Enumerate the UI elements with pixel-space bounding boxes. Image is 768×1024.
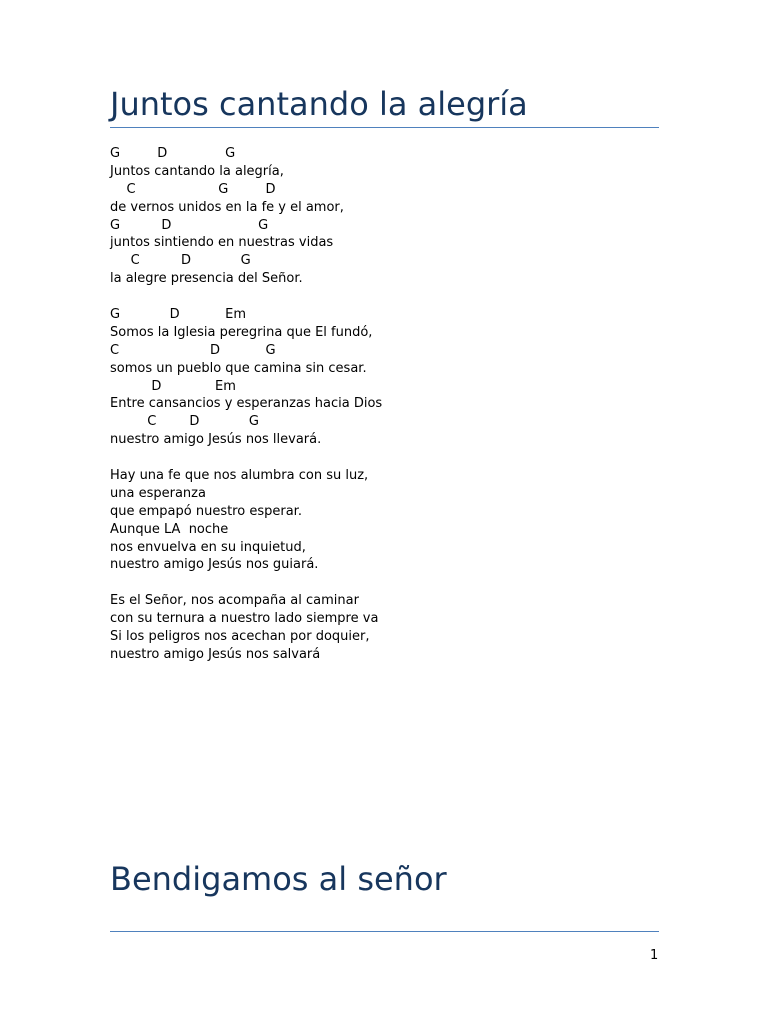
lyric-line: la alegre presencia del Señor. xyxy=(110,271,303,287)
song-title: Bendigamos al señor xyxy=(110,860,447,898)
lyric-line: somos un pueblo que camina sin cesar. xyxy=(110,360,367,376)
lyric-line: de vernos unidos en la fe y el amor, xyxy=(110,199,344,215)
lyric-line: C D G xyxy=(110,414,259,430)
lyric-line: Es el Señor, nos acompaña al caminar xyxy=(110,593,359,609)
blank-line xyxy=(110,574,670,592)
lyric-line: nuestro amigo Jesús nos llevará. xyxy=(110,432,322,448)
lyric-line: Si los peligros nos acechan por doquier, xyxy=(110,629,370,645)
lyric-line: juntos sintiendo en nuestras vidas xyxy=(110,235,334,251)
title-underline xyxy=(110,931,659,932)
lyric-line: Entre cansancios y esperanzas hacia Dios xyxy=(110,396,383,412)
lyric-line: que empapó nuestro esperar. xyxy=(110,503,302,519)
lyric-line: D Em xyxy=(110,378,236,394)
song-lyrics-with-chords xyxy=(110,145,670,664)
blank-line xyxy=(110,288,670,306)
lyric-line: G D Em xyxy=(110,307,247,323)
lyric-line: nuestro amigo Jesús nos guiará. xyxy=(110,557,319,573)
lyric-line: G D G xyxy=(110,146,236,161)
lyric-line: nos envuelva en su inquietud, xyxy=(110,539,306,555)
lyric-line: C D G xyxy=(110,342,276,358)
lyric-line: Somos la Iglesia peregrina que El fundó, xyxy=(110,324,373,340)
song-title: Juntos cantando la alegría xyxy=(110,85,528,123)
lyric-line: Hay una fe que nos alumbra con su luz, xyxy=(110,468,369,484)
lyric-line: nuestro amigo Jesús nos salvará xyxy=(110,646,321,662)
page-number: 1 xyxy=(650,948,659,963)
lyric-line: C D G xyxy=(110,253,251,269)
lyric-line: C G D xyxy=(110,181,276,197)
lyric-line: Juntos cantando la alegría, xyxy=(110,163,284,179)
lyric-line: Aunque LA noche xyxy=(110,521,229,537)
blank-line xyxy=(110,449,670,467)
lyric-line: con su ternura a nuestro lado siempre va xyxy=(110,611,379,627)
lyric-line: una esperanza xyxy=(110,485,206,501)
title-underline xyxy=(110,127,659,128)
lyric-line: G D G xyxy=(110,217,269,233)
